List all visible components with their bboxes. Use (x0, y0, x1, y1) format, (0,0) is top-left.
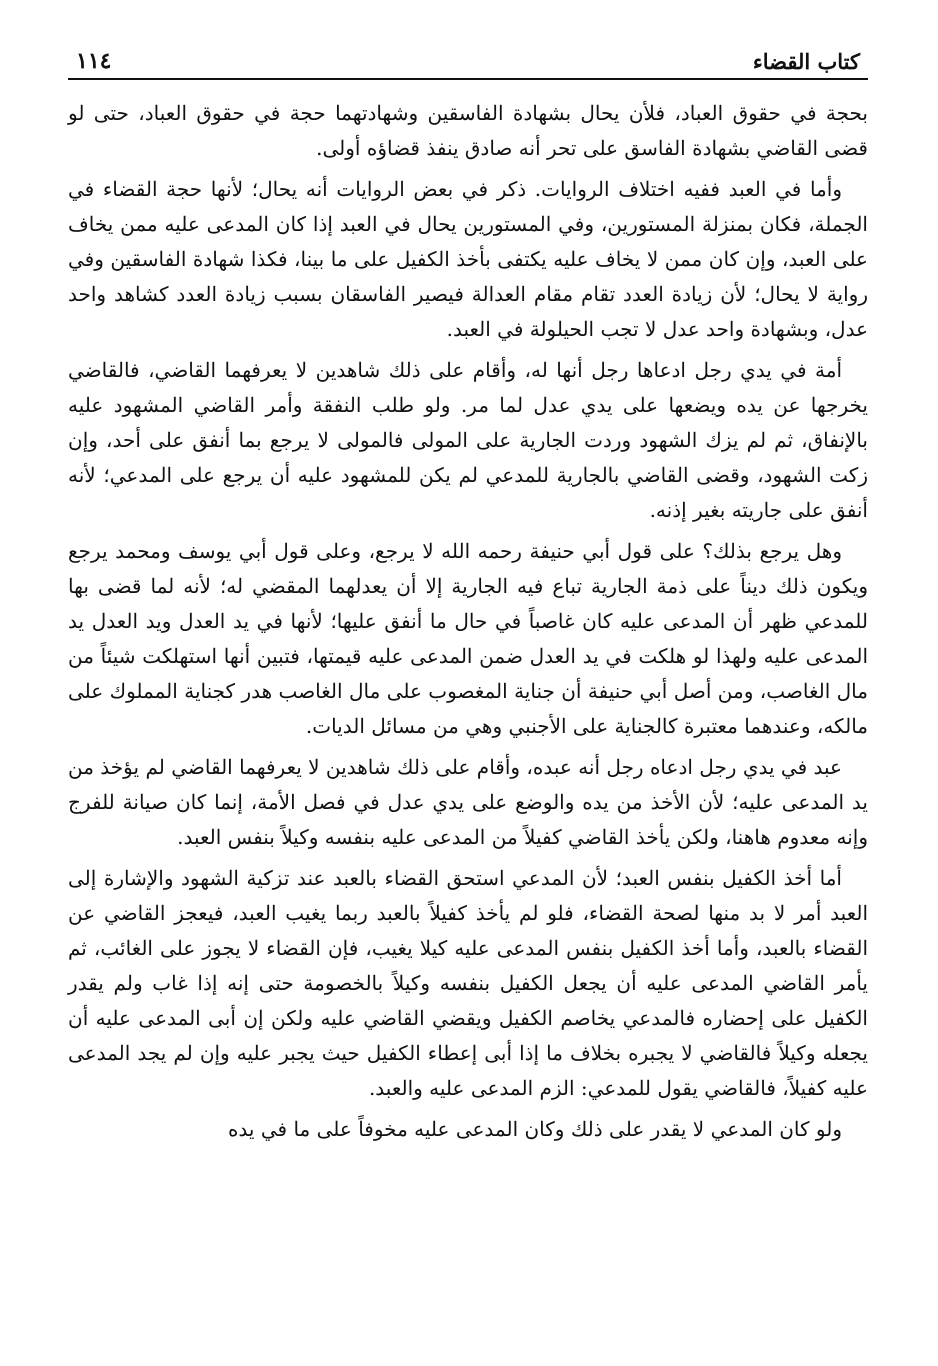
header-rule (68, 78, 868, 80)
paragraph: وهل يرجع بذلك؟ على قول أبي حنيفة رحمه الله لا يرجع، وعلى قول أبي يوسف ومحمد يرجع ويكون ذلك ديناً على ذمة الجارية تباع فيه الجارية إلا أن يعدلهما المقضي له؛ لأنه لما قضى بها للمدعي ظهر أن المدعى عليه كان غاصباً في حال ما أنفق عليها؛ لأنها في يد العدل ويد العدل يد المدعى عليه ولهذا لو هلكت في يد العدل ضمن المدعى عليه قيمتها، فتبين أنها استهلكت شيئاً من مال الغاصب، ومن أصل أبي حنيفة أن جناية المغصوب على مال الغاصب هدر كجناية المملوك على مالكه، وعندهما معتبرة كالجناية على الأجنبي وهي من مسائل الديات. (68, 539, 868, 738)
page-number: ١١٤ (76, 48, 112, 74)
paragraph: أمة في يدي رجل ادعاها رجل أنها له، وأقام على ذلك شاهدين لا يعرفهما القاضي، فالقاضي يخرجها عن يده ويضعها على يدي عدل لما مر. ولو طلب النفقة وأمر القاضي المشهود عليه بالإنفاق، ثم لم يزك الشهود وردت الجارية على المولى فالمولى لا يرجع بما أنفق على أحد، وإن زكت الشهود، وقضى القاضي بالجارية للمدعي لم يكن للمشهود عليه أن يرجع على المدعي؛ لأنه أنفق على جاريته بغير إذنه. (68, 358, 868, 522)
running-title: كتاب القضاء (752, 49, 860, 74)
paragraph: عبد في يدي رجل ادعاه رجل أنه عبده، وأقام على ذلك شاهدين لا يعرفهما القاضي لم يؤخذ من يد المدعى عليه؛ لأن الأخذ من يده والوضع على يدي عدل في فصل الأمة، إنما كان صيانة للفرج وإنه معدوم هاهنا، ولكن يأخذ القاضي كفيلاً من المدعى عليه بنفسه وكيلاً بنفس العبد. (68, 755, 868, 849)
paragraph: بحجة في حقوق العباد، فلأن يحال بشهادة الفاسقين وشهادتهما حجة في حقوق العباد، حتى لو قضى القاضي بشهادة الفاسق على تحر أنه صادق ينفذ قضاؤه أولى. (68, 101, 868, 160)
paragraph: أما أخذ الكفيل بنفس العبد؛ لأن المدعي استحق القضاء بالعبد عند تزكية الشهود والإشارة إلى العبد أمر لا بد منها لصحة القضاء، فلو لم يأخذ كفيلاً بالعبد ربما يغيب العبد، فيعجز القاضي عن القضاء بالعبد، وأما أخذ الكفيل بنفس المدعى عليه كيلا يغيب، فإن القضاء لا يجوز على الغائب، ثم يأمر القاضي المدعى عليه أن يجعل الكفيل بنفسه وكيلاً بالخصومة حتى إنه إذا غاب ولم يقدر الكفيل على إحضاره فالمدعي يخاصم الكفيل ويقضي القاضي عليه ولكن إن أبى المدعى عليه أن يجعله وكيلاً فالقاضي لا يجبره بخلاف ما إذا أبى إعطاء الكفيل حيث يجبر عليه وإن لم يجد المدعى عليه كفيلاً، فالقاضي يقول للمدعي: الزم المدعى عليه والعبد. (68, 866, 868, 1100)
book-page (68, 38, 868, 1348)
paragraph: وأما في العبد ففيه اختلاف الروايات. ذكر في بعض الروايات أنه يحال؛ لأنها حجة القضاء في الجملة، فكان بمنزلة المستورين، وفي المستورين يحال في العبد إذا كان المدعى عليه ممن يخاف على العبد، وإن كان ممن لا يخاف عليه يكتفى بأخذ الكفيل على ما بينا، فكذا شهادة الفاسقين وفي رواية لا يحال؛ لأن زيادة العدد تقام مقام العدالة فيصير الفاسقان بسبب زيادة العدد كشاهد واحد عدل، وبشهادة واحد عدل لا تجب الحيلولة في العبد. (68, 177, 868, 341)
page-header (68, 38, 868, 74)
paragraph: ولو كان المدعي لا يقدر على ذلك وكان المدعى عليه مخوفاً على ما في يده (227, 1117, 842, 1141)
